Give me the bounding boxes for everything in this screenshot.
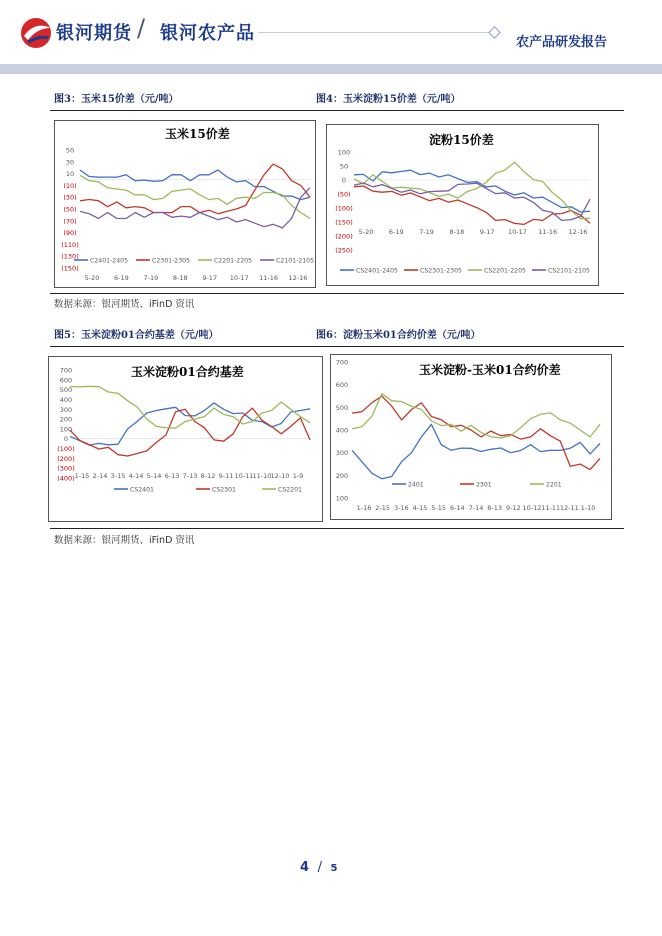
legend-label: CS2201 — [278, 486, 302, 494]
x-tick-label: 9-17 — [202, 274, 218, 282]
y-tick-label: (400) — [57, 474, 75, 483]
x-tick-label: 2-14 — [92, 472, 108, 480]
chart-title: 淀粉15价差 — [429, 133, 494, 147]
x-tick-label: 1-10 — [580, 504, 596, 512]
y-tick-label: 400 — [59, 395, 73, 404]
legend-label: CS2201-2205 — [484, 267, 526, 275]
x-tick-label: 8-18 — [449, 228, 465, 236]
x-tick-label: 7-13 — [182, 472, 198, 480]
x-tick-label: 7-14 — [468, 504, 484, 512]
x-tick-label: 10-11 — [234, 472, 254, 480]
x-tick-label: 12-16 — [288, 274, 308, 282]
figure-4-caption: 图4：玉米淀粉15价差（元/吨） — [316, 94, 461, 105]
y-tick-label: 500 — [59, 386, 73, 395]
page-separator: / — [317, 860, 322, 875]
total-pages: 5 — [330, 863, 338, 874]
y-tick-label: (10) — [63, 181, 77, 190]
figure-5-caption: 图5：玉米淀粉01合约基差（元/吨） — [54, 330, 219, 341]
x-tick-label: 7-19 — [419, 228, 434, 236]
y-tick-label: (50) — [63, 205, 77, 214]
x-tick-label: 12-16 — [568, 228, 588, 236]
chart-starch-15-spread-plot — [326, 124, 599, 286]
legend-label: CS2401 — [130, 486, 154, 494]
data-source: 数据来源：银河期货、iFinD 资讯 — [54, 299, 195, 310]
chart-corn-15-spread-plot — [54, 120, 316, 288]
x-tick-label: 5-20 — [358, 228, 374, 236]
x-tick-label: 12-10 — [270, 472, 290, 480]
report-type: 农产品研发报告 — [516, 35, 608, 50]
legend-label: C2301-2305 — [152, 257, 191, 265]
y-tick-label: (100) — [57, 445, 75, 454]
y-tick-label: 100 — [335, 494, 349, 503]
y-tick-label: (50) — [337, 190, 351, 199]
y-tick-label: (70) — [63, 217, 77, 226]
y-tick-label: (100) — [335, 204, 353, 213]
y-tick-label: 10 — [65, 170, 75, 179]
legend-label: C2101-2105 — [276, 257, 315, 265]
x-tick-label: 11-16 — [538, 228, 558, 236]
divider — [50, 293, 624, 294]
y-tick-label: (300) — [57, 464, 75, 473]
y-tick-label: 700 — [335, 358, 349, 367]
y-tick-label: 0 — [341, 176, 347, 185]
y-tick-label: 700 — [59, 366, 73, 375]
y-tick-label: 400 — [335, 426, 349, 435]
y-tick-label: 50 — [339, 162, 349, 171]
figure-3-caption: 图3：玉米15价差（元/吨） — [54, 94, 179, 105]
header-band — [0, 64, 662, 74]
chart-starch-corn-01-spread-plot — [330, 354, 612, 520]
y-tick-label: (200) — [57, 454, 75, 463]
x-tick-label: 9-12 — [505, 504, 521, 512]
x-tick-label: 5-15 — [431, 504, 447, 512]
x-tick-label: 5-14 — [146, 472, 162, 480]
y-tick-label: (150) — [61, 264, 79, 273]
x-tick-label: 11-16 — [259, 274, 279, 282]
brand-separator: / — [137, 14, 146, 42]
x-tick-label: 4-15 — [412, 504, 428, 512]
x-tick-label: 9-17 — [479, 228, 495, 236]
y-tick-label: 100 — [337, 148, 351, 157]
x-tick-label: 10-17 — [507, 228, 527, 236]
chart-title: 玉米淀粉-玉米01合约价差 — [419, 363, 561, 377]
series-line-C2401-2405 — [80, 170, 310, 200]
y-tick-label: (30) — [63, 193, 77, 202]
legend-label: 2301 — [476, 481, 492, 489]
series-line-CS2201-2205 — [354, 162, 590, 219]
x-tick-label: 10-17 — [229, 274, 249, 282]
y-tick-label: (250) — [335, 246, 353, 255]
brand-subtitle: 银河农产品 — [160, 23, 255, 44]
y-tick-label: (200) — [335, 232, 353, 241]
x-tick-label: 3-16 — [393, 504, 409, 512]
legend-label: CS2101-2105 — [548, 267, 590, 275]
y-tick-label: 30 — [65, 158, 75, 167]
y-tick-label: 600 — [335, 381, 349, 390]
y-tick-label: 300 — [59, 405, 73, 414]
x-tick-label: 12-11 — [559, 504, 579, 512]
y-tick-label: (90) — [63, 229, 77, 238]
figure-6-caption: 图6：淀粉玉米01合约价差（元/吨） — [316, 330, 481, 341]
x-tick-label: 8-13 — [487, 504, 503, 512]
x-tick-label: 5-20 — [84, 274, 100, 282]
x-tick-label: 6-19 — [114, 274, 129, 282]
series-line-CS2101-2105 — [354, 183, 590, 220]
divider — [50, 346, 624, 347]
x-tick-label: 6-19 — [388, 228, 404, 236]
y-tick-label: 500 — [335, 403, 349, 412]
x-tick-label: 10-12 — [522, 504, 542, 512]
series-line-C2101-2105 — [80, 188, 310, 228]
x-tick-label: 8-18 — [172, 274, 188, 282]
series-line-2301 — [352, 396, 600, 470]
x-tick-label: 11-10 — [252, 472, 272, 480]
chart-starch-01-basis-plot — [48, 356, 323, 522]
y-tick-label: 300 — [335, 449, 349, 458]
divider — [50, 528, 624, 529]
x-tick-label: 1-9 — [292, 472, 304, 480]
legend-label: CS2301 — [212, 486, 236, 494]
page-number — [300, 860, 337, 875]
x-tick-label: 1-16 — [356, 504, 372, 512]
chart-title: 玉米15价差 — [165, 127, 230, 141]
x-tick-label: 11-11 — [541, 504, 561, 512]
series-line-CS2201 — [70, 386, 310, 428]
legend-label: CS2301-2305 — [420, 267, 462, 275]
x-tick-label: 1-15 — [74, 472, 90, 480]
y-tick-label: 50 — [65, 146, 75, 155]
chart-title: 玉米淀粉01合约基差 — [131, 365, 244, 379]
x-tick-label: 7-19 — [143, 274, 159, 282]
y-tick-label: (150) — [335, 218, 353, 227]
x-tick-label: 3-15 — [110, 472, 126, 480]
legend-label: C2401-2405 — [90, 257, 129, 265]
series-line-2201 — [352, 394, 600, 438]
x-tick-label: 9-11 — [218, 472, 234, 480]
logo-icon — [18, 16, 54, 50]
brand-name: 银河期货 — [56, 23, 132, 44]
y-tick-label: (130) — [61, 252, 79, 261]
series-line-CS2301-2305 — [354, 186, 590, 224]
x-tick-label: 2-15 — [375, 504, 391, 512]
diamond-icon — [488, 26, 501, 39]
y-tick-label: 100 — [59, 425, 73, 434]
data-source: 数据来源：银河期货、iFinD 资讯 — [54, 535, 195, 546]
current-page: 4 — [300, 860, 310, 875]
legend-label: C2201-2205 — [214, 257, 253, 265]
x-tick-label: 8-12 — [200, 472, 216, 480]
legend-label: CS2401-2405 — [356, 267, 398, 275]
y-tick-label: 200 — [335, 471, 349, 480]
y-tick-label: 200 — [59, 415, 73, 424]
series-line-C2201-2205 — [80, 175, 310, 218]
series-line-CS2301 — [70, 408, 310, 456]
y-tick-label: 600 — [59, 376, 73, 385]
divider — [50, 110, 624, 111]
x-tick-label: 6-14 — [449, 504, 465, 512]
legend-label: 2201 — [546, 481, 562, 489]
y-tick-label: 0 — [63, 435, 69, 444]
header-line — [258, 32, 494, 33]
x-tick-label: 6-13 — [164, 472, 180, 480]
x-tick-label: 4-14 — [128, 472, 144, 480]
legend-label: 2401 — [408, 481, 424, 489]
y-tick-label: (110) — [61, 240, 79, 249]
series-line-2401 — [352, 424, 600, 478]
